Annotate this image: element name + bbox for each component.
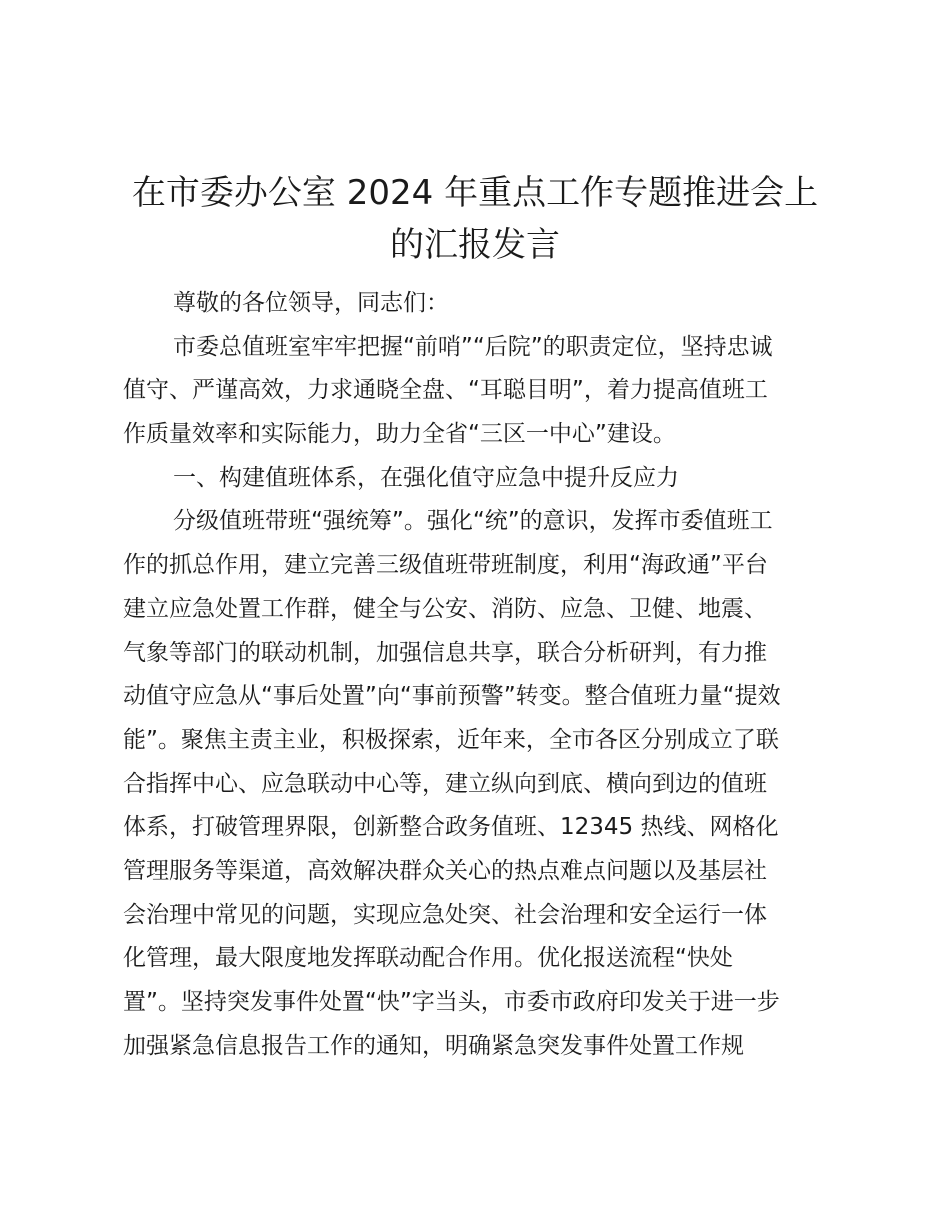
paragraph-line: 能”。聚焦主责主业，积极探索，近年来，全市各区分别成立了联: [123, 726, 779, 753]
paragraph-line: 体系，打破管理界限，创新整合政务值班、12345 热线、网格化: [123, 814, 779, 841]
paragraph-line: 作的抓总作用，建立完善三级值班带班制度，利用“海政通”平台: [123, 552, 768, 579]
paragraph-line: 建立应急处置工作群，健全与公安、消防、应急、卫健、地震、: [123, 595, 767, 622]
section-heading: 一、构建值班体系，在强化值守应急中提升反应力: [173, 464, 679, 491]
paragraph-line: 分级值班带班“强统筹”。强化“统”的意识，发挥市委值班工: [173, 508, 773, 535]
paragraph-line: 动值守应急从“事后处置”向“事前预警”转变。整合值班力量“提效: [123, 683, 781, 710]
paragraph-line: 气象等部门的联动机制，加强信息共享，联合分析研判，有力推: [123, 639, 767, 666]
paragraph-line: 会治理中常见的问题，实现应急处突、社会治理和安全运行一体: [123, 901, 767, 928]
paragraph-line: 管理服务等渠道，高效解决群众关心的热点难点问题以及基层社: [123, 857, 767, 884]
intro-line: 值守、严谨高效，力求通晓全盘、“耳聪目明”，着力提高值班工: [123, 377, 768, 404]
intro-line: 市委总值班室牢牢把握“前哨”“后院”的职责定位，坚持忠诚: [173, 333, 773, 360]
document-body: [123, 282, 835, 1068]
document-title: [120, 167, 830, 271]
paragraph-line: 化管理，最大限度地发挥联动配合作用。优化报送流程“快处: [123, 945, 733, 972]
salutation: 尊敬的各位领导，同志们：: [173, 290, 449, 316]
paragraph-line: 合指挥中心、应急联动中心等，建立纵向到底、横向到边的值班: [123, 770, 767, 797]
paragraph-line: 置”。坚持突发事件处置“快”字当头，市委市政府印发关于进一步: [123, 989, 780, 1015]
title-line: 的汇报发言: [390, 225, 560, 265]
intro-line: 作质量效率和实际能力，助力全省“三区一中心”建设。: [123, 421, 676, 448]
paragraph-line: 加强紧急信息报告工作的通知，明确紧急突发事件处置工作规: [123, 1032, 744, 1059]
title-line: 在市委办公室 2024 年重点工作专题推进会上: [131, 173, 819, 213]
